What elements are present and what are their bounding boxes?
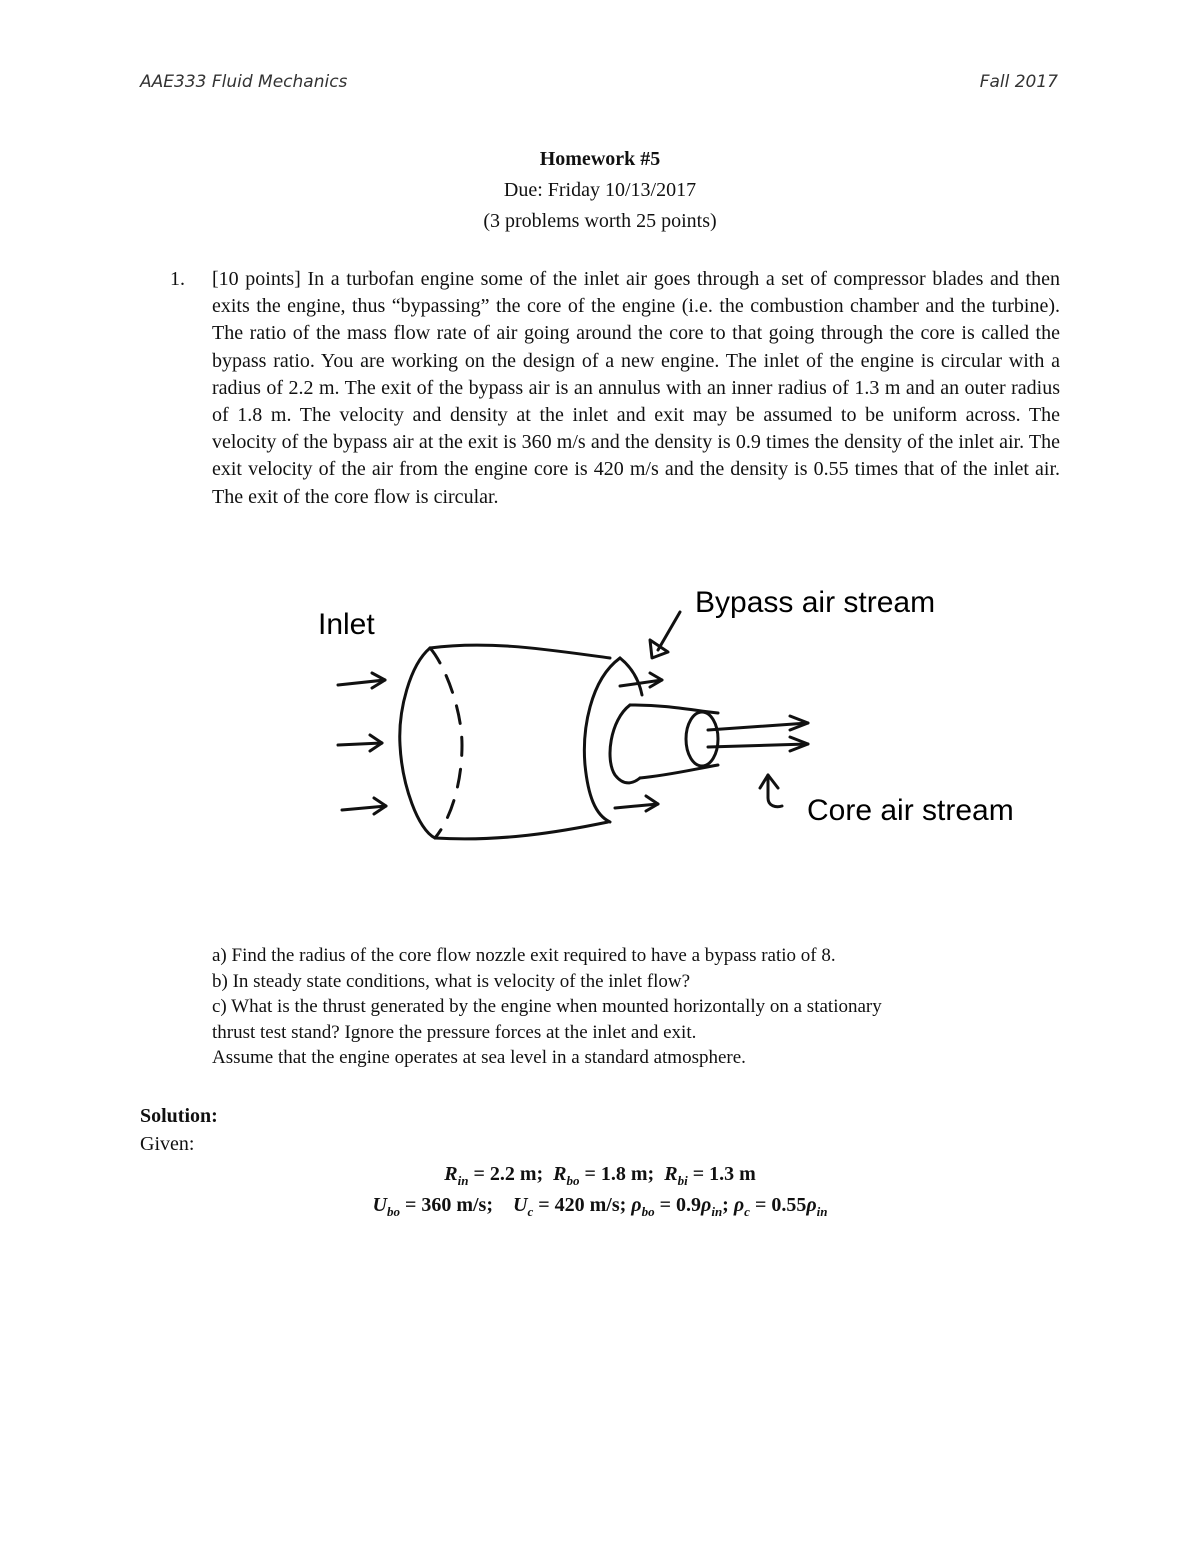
subscript: bo	[566, 1173, 580, 1188]
core-exit-ellipse	[686, 712, 718, 766]
assumption: Assume that the engine operates at sea level in a standard atmosphere.	[212, 1047, 746, 1069]
symbol: R	[664, 1163, 678, 1185]
equation-velocities	[0, 1194, 1200, 1220]
points-summary: (3 problems worth 25 points)	[483, 210, 717, 232]
inlet-arrow	[342, 798, 386, 814]
value: = 2.2 m;	[468, 1163, 554, 1185]
bypass-pointer	[658, 612, 680, 650]
symbol: R	[444, 1163, 458, 1185]
question-a: a) Find the radius of the core flow nozzle exit required to have a bypass ratio of 8.	[212, 945, 836, 966]
inlet-arrow	[338, 673, 385, 688]
problem-1	[170, 266, 1060, 511]
problem-number: 1.	[170, 268, 185, 290]
symbol: U	[513, 1194, 528, 1216]
due-date: Due: Friday 10/13/2017	[503, 179, 697, 201]
symbol: R	[553, 1163, 567, 1185]
solution-heading: Solution:	[140, 1105, 218, 1127]
inlet-arrow	[338, 735, 382, 751]
value: = 0.55	[749, 1194, 807, 1216]
casing-top	[430, 645, 610, 658]
title-block	[0, 144, 1200, 237]
subscript: bi	[677, 1173, 688, 1188]
casing-bottom	[435, 822, 608, 839]
inlet-back-dashed	[430, 648, 462, 838]
question-c-line2: thrust test stand? Ignore the pressure forces at the inlet and exit.	[212, 1021, 697, 1043]
subscript: in	[711, 1204, 723, 1219]
core-cone	[610, 705, 640, 783]
core-arrow	[708, 737, 808, 751]
question-b: b) In steady state conditions, what is velocity of the inlet flow?	[212, 970, 691, 992]
bypass-label: Bypass air stream	[695, 586, 936, 619]
subscript: bo	[641, 1204, 655, 1219]
symbol: ρ	[806, 1194, 817, 1216]
inlet-label: Inlet	[318, 608, 375, 641]
inlet-ellipse	[400, 648, 435, 838]
value: = 420 m/s;	[533, 1194, 632, 1216]
value: = 360 m/s;	[399, 1194, 513, 1216]
core-arrow	[708, 716, 808, 730]
value: = 0.9	[654, 1194, 702, 1216]
bypass-exit-ellipse	[584, 658, 620, 822]
symbol: ρ	[631, 1194, 642, 1216]
subscript: c	[527, 1204, 534, 1219]
given-label: Given:	[140, 1133, 195, 1155]
problem-text: [10 points] In a turbofan engine some of the inlet air goes through a set of compressor blades and then exits the engine, thus “bypassing” the core of the engine (i.e. the combustion chamber and the turbine). The ratio of the mass flow rate of air going around the core to that going through the core is called the bypass ratio. You are working on the design of a new engine. The inlet of the engine is circular with a radius of 2.2 m. The exit of the bypass air is an annulus with an inner radius of 1.3 m and an outer radius of 1.8 m. The velocity and density at the inlet and exit may be assumed to be uniform across. The velocity of the bypass air at the exit is 360 m/s and the density is 0.9 times the density of the inlet air. The exit velocity of the air from the engine core is 420 m/s and the density is 0.55 times that of the inlet air. The exit of the core flow is circular.	[212, 268, 1060, 508]
subscript: in	[457, 1173, 469, 1188]
core-label: Core air stream	[807, 794, 1014, 827]
subscript: c	[744, 1204, 750, 1219]
symbol: ρ	[701, 1194, 712, 1216]
equation-radii	[0, 1163, 1200, 1189]
course-name: AAE333 Fluid Mechanics	[140, 72, 348, 92]
bypass-arrow	[620, 673, 662, 687]
subscript: bo	[386, 1204, 400, 1219]
bypass-arrow	[615, 796, 658, 811]
value: = 1.3 m	[687, 1163, 756, 1185]
symbol: U	[372, 1194, 387, 1216]
value: = 1.8 m;	[579, 1163, 665, 1185]
questions	[212, 943, 1052, 1071]
solution	[140, 1102, 218, 1158]
separator: ;	[722, 1194, 734, 1216]
subscript: in	[816, 1204, 828, 1219]
symbol: ρ	[733, 1194, 745, 1216]
homework-title: Homework #5	[539, 148, 661, 170]
term: Fall 2017	[979, 72, 1058, 92]
question-c-line1: c) What is the thrust generated by the engine when mounted horizontally on a stationary	[212, 996, 882, 1018]
turbofan-diagram	[290, 570, 1050, 870]
